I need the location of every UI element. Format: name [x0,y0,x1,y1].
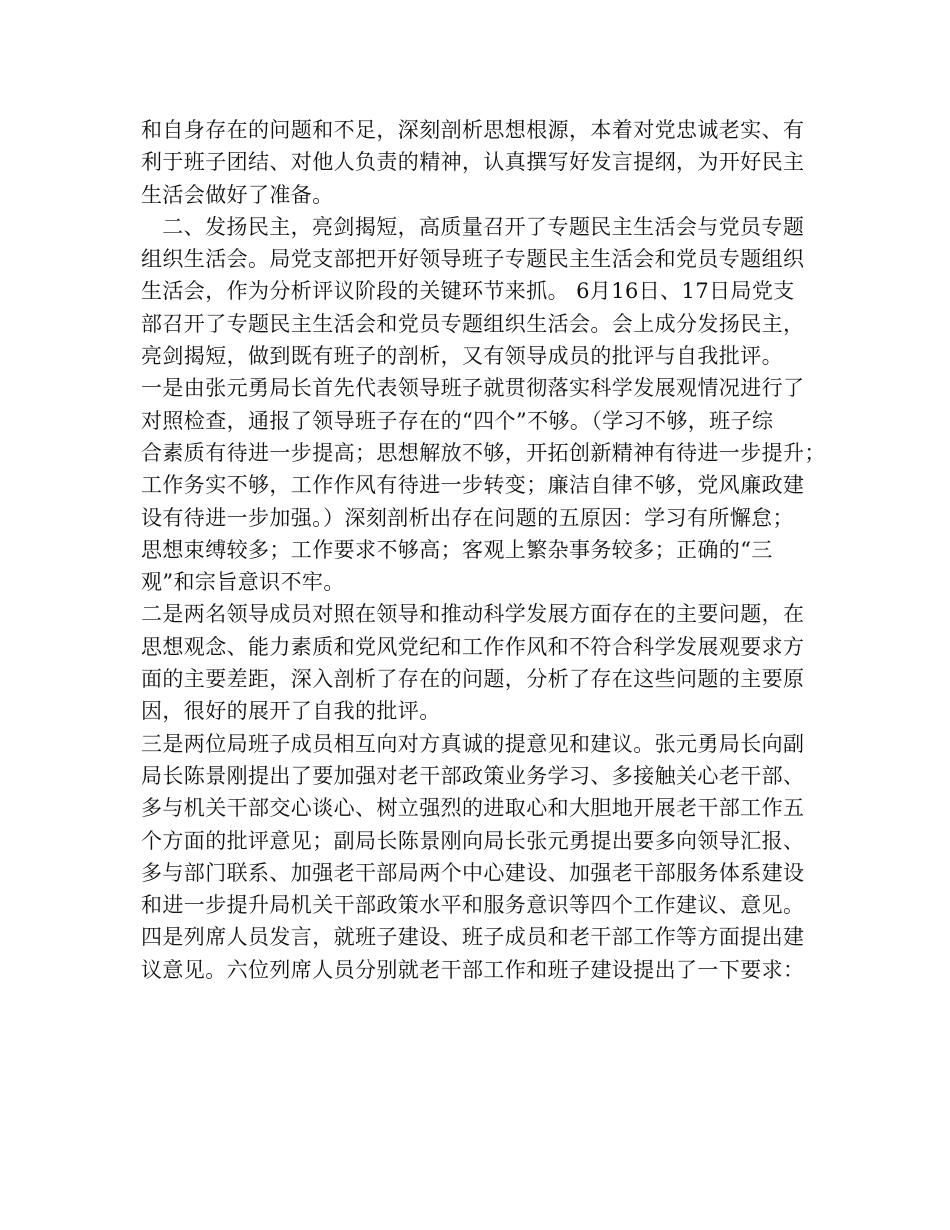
text-line: 思想观念、能力素质和党风党纪和工作作风和不符合科学发展观要求方 [141,634,805,659]
text-line: 一是由张元勇局长首先代表领导班子就贯彻落实科学发展观情况进行了 [141,376,805,401]
text-line: 议意见。六位列席人员分别就老干部工作和班子建设提出了一下要求： [141,957,805,982]
text-line: 和进一步提升局机关干部政策水平和服务意识等四个工作建议、意见。 [141,893,805,918]
text-line: 利于班子团结、对他人负责的精神，认真撰写好发言提纲，为开好民主 [141,150,805,175]
text-line: 二是两名领导成员对照在领导和推动科学发展方面存在的主要问题，在 [141,602,805,627]
text-line: 个方面的批评意见；副局长陈景刚向局长张元勇提出要多向领导汇报、 [141,828,805,853]
text-line: 二、发扬民主，亮剑揭短，高质量召开了专题民主生活会与党员专题 [141,214,805,239]
text-line: 和自身存在的问题和不足，深刻剖析思想根源，本着对党忠诚老实、有 [141,118,805,142]
text-line: 因，很好的展开了自我的批评。 [141,699,441,724]
text-line: 亮剑揭短，做到既有班子的剖析，又有领导成员的批评与自我批评。 [141,344,783,369]
text-line: 多与部门联系、加强老干部局两个中心建设、加强老干部服务体系建设 [141,860,805,885]
body-text [141,114,831,986]
text-line: 生活会，作为分析评议阶段的关键环节来抓。 6月16日、17日局党支 [141,279,795,304]
text-line: 工作务实不够，工作作风有待进一步转变；廉洁自律不够，党风廉政建 [141,473,805,498]
text-line: 四是列席人员发言，就班子建设、班子成员和老干部工作等方面提出建 [141,925,805,950]
text-line: 设有待进一步加强。）深刻剖析出存在问题的五原因：学习有所懈怠； [141,505,794,530]
text-line: 局长陈景刚提出了要加强对老干部政策业务学习、多接触关心老干部、 [141,763,805,788]
text-line: 观”和宗旨意识不牢。 [141,570,345,595]
text-line: 面的主要差距，深入剖析了存在的问题，分析了存在这些问题的主要原 [141,667,805,692]
text-line: 生活会做好了准备。 [141,182,334,207]
text-line: 思想束缚较多；工作要求不够高；客观上繁杂事务较多；正确的“三 [141,537,773,562]
text-line: 多与机关干部交心谈心、树立强烈的进取心和大胆地开展老干部工作五 [141,796,805,821]
text-line: 三是两位局班子成员相互向对方真诚的提意见和建议。张元勇局长向副 [141,731,805,756]
text-line: 对照检查，通报了领导班子存在的“四个”不够。（学习不够，班子综 [141,408,774,433]
text-line: 部召开了专题民主生活会和党员专题组织生活会。会上成分发扬民主， [141,311,805,336]
text-line: 组织生活会。局党支部把开好领导班子专题民主生活会和党员专题组织 [141,247,805,272]
text-line: 合素质有待进一步提高；思想解放不够，开拓创新精神有待进一步提升； [141,440,826,465]
